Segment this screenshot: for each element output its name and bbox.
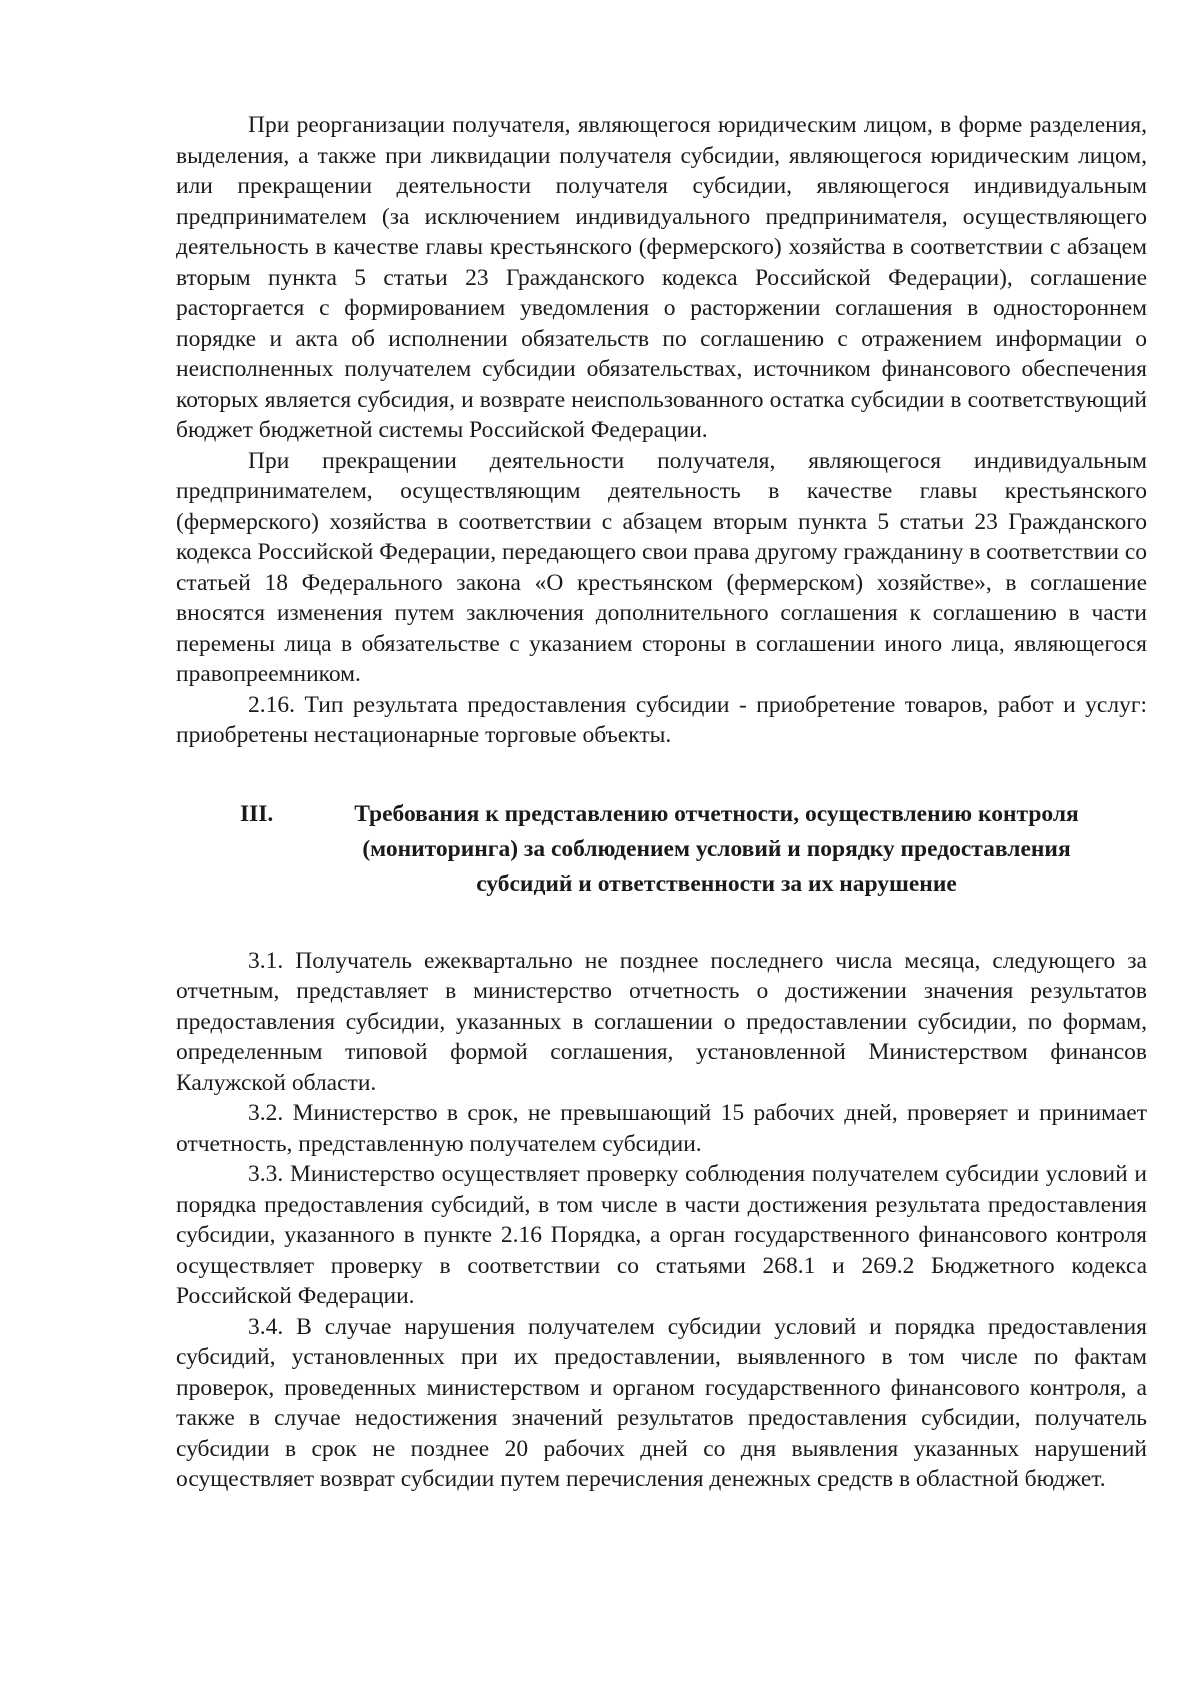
paragraph-2-16: 2.16. Тип результата предоставления субсидии - приобретение товаров, работ и услуг: приобретены нестационарные торговые объекты. [176,691,1147,748]
paragraph-farm-termination: При прекращении деятельности получателя, являющегося индивидуальным предпринимателем, осуществляющим деятельность в качестве главы крестьянского (фермерского) хозяйства в соответствии с абзацем вторым пункта 5 статьи 23 Гражданского кодекса Российской Федерации, передающего свои права другому гражданину в соответствии со статьей 18 Федерального закона «О крестьянском (фермерском) хозяйстве», в соглашение вносятся изменения путем заключения дополнительного соглашения к соглашению в части перемены лица в обязательстве с указанием стороны в соглашении иного лица, являющегося правопреемником. [176,447,1148,687]
paragraph-3-3: 3.3. Министерство осуществляет проверку соблюдения получателем субсидии условий и порядка предоставления субсидий, в том числе в части достижения результата предоставления субсидии, указанного в пункте 2.16 Порядка, а орган государственного финансового контроля осуществляет проверку в соответствии со статьями 268.1 и 269.2 Бюджетного кодекса Российской Федерации. [176,1161,1147,1309]
section-title-line-3: субсидий и ответственности за их нарушение [476,870,957,897]
paragraph-reorganization: При реорганизации получателя, являющегося юридическим лицом, в форме разделения, выделения, а также при ликвидации получателя субсидии, являющегося юридическим лицом, или прекращении деятельности получателя субсидии, являющегося индивидуальным предпринимателем (за исключением индивидуального предпринимателя, осуществляющего деятельность в качестве главы крестьянского (фермерского) хозяйства в соответствии с абзацем вторым пункта 5 статьи 23 Гражданского кодекса Российской Федерации), соглашение расторгается с формированием уведомления о расторжении соглашения в одностороннем порядке и акта об исполнении обязательств по соглашению с отражением информации о неисполненных получателем субсидии обязательствах, источником финансового обеспечения которых является субсидия, и возврате неиспользованного остатка субсидии в соответствующий бюджет бюджетной системы Российской Федерации. [176,112,1147,443]
paragraph-3-2: 3.2. Министерство в срок, не превышающий 15 рабочих дней, проверяет и принимает отчетность, представленную получателем субсидии. [176,1100,1147,1157]
section-title-line-1: Требования к представлению отчетности, осуществлению контроля [354,800,1079,827]
section-heading [176,797,1147,902]
section-title-line-2: (мониторинга) за соблюдением условий и порядку предоставления [362,835,1071,862]
section-number: III. [240,800,274,827]
document-body [176,110,1147,1495]
paragraph-3-4: 3.4. В случае нарушения получателем субсидии условий и порядка предоставления субсидий, установленных при их предоставлении, выявленного в том числе по фактам проверок, проведенных министерством и органом государственного финансового контроля, а также в случае недостижения значений результатов предоставления субсидии, получатель субсидии в срок не позднее 20 рабочих дней со дня выявления указанных нарушений осуществляет возврат субсидии путем перечисления денежных средств в областной бюджет. [176,1313,1147,1492]
paragraph-3-1: 3.1. Получатель ежеквартально не позднее последнего числа месяца, следующего за отчетным, представляет в министерство отчетность о достижении значения результатов предоставления субсидии, указанных в соглашении о предоставлении субсидии, по формам, определенным типовой формой соглашения, установленной Министерством финансов Калужской области. [176,947,1147,1096]
